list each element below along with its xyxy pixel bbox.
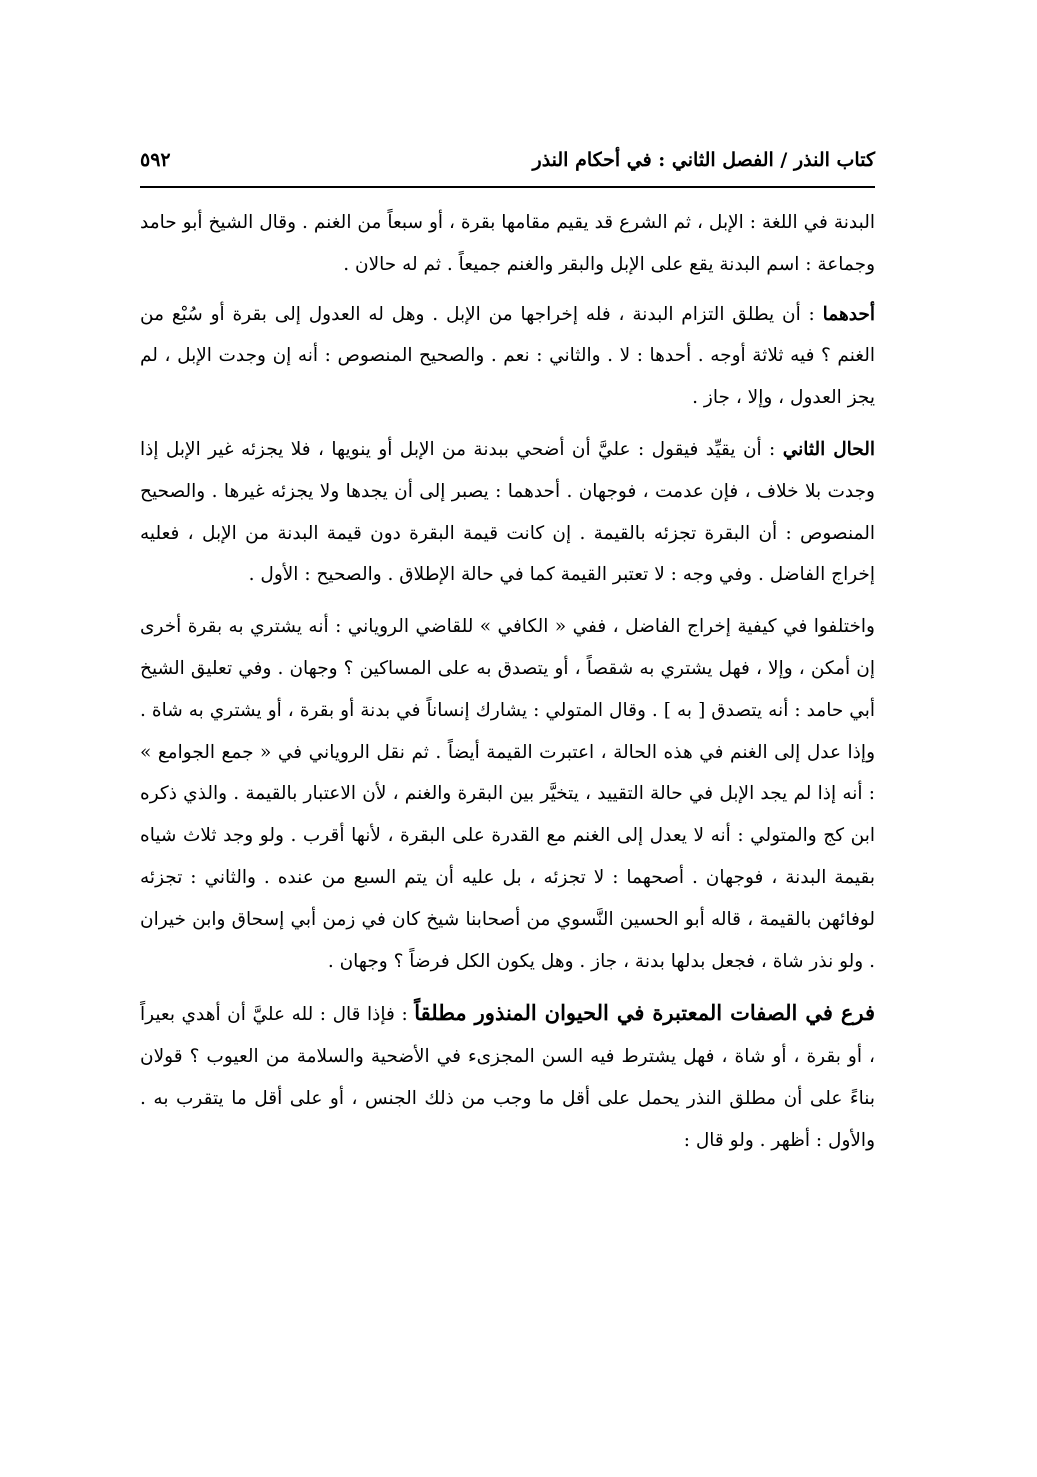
paragraph-intro [140, 202, 875, 286]
paragraph-text: : أن يطلق التزام البدنة ، فله إخراجها من الإبل . وهل له العدول إلى بقرة أو سُبْع من الغنم ؟ فيه ثلاثة أوجه . أحدها : لا . والثاني : نعم . والصحيح المنصوص : أنه إن وجدت الإبل ، لم يجز العدول ، وإلا ، جاز . [140, 303, 875, 409]
page-body [140, 202, 875, 1172]
paragraph-text: البدنة في اللغة : الإبل ، ثم الشرع قد يقيم مقامها بقرة ، أو سبعاً من الغنم . وقال الشيخ أبو حامد وجماعة : اسم البدنة يقع على الإبل والبقر والغنم جميعاً . ثم له حالان . [140, 212, 875, 275]
paragraph-second-case [140, 429, 875, 596]
running-title: كتاب النذر / الفصل الثاني : في أحكام النذر [532, 149, 875, 171]
paragraph-first-case [140, 294, 875, 419]
paragraph-surplus [140, 606, 875, 982]
page-number: ٥٩٢ [140, 149, 171, 171]
paragraph-text: : أن يقيِّد فيقول : عليَّ أن أضحي ببدنة من الإبل أو ينويها ، فلا يجزئه غير الإبل إذا وجدت بلا خلاف ، فإن عدمت ، فوجهان . أحدهما : يصبر إلى أن يجدها ولا يجزئه غيرها . والصحيح المنصوص : أن البقرة تجزئه بالقيمة . إن كانت قيمة البقرة دون قيمة البدنة من الإبل ، فعليه إخراج الفاضل . وفي وجه : لا تعتبر القيمة كما في حالة الإطلاق . والصحيح : الأول . [140, 438, 875, 586]
paragraph-text: : فإذا قال : لله عليَّ أن أهدي بعيراً ، أو بقرة ، أو شاة ، فهل يشترط فيه السن المجزىء في الأضحية والسلامة من العيوب ؟ قولان بناءً على أن مطلق النذر يحمل على أقل ما وجب من ذلك الجنس ، أو على أقل ما يتقرب به . والأول : أظهر . ولو قال : [140, 1004, 875, 1151]
paragraph-lead: الحال الثاني [782, 438, 875, 460]
paragraph-lead: أحدهما [822, 303, 875, 325]
page-header [140, 143, 875, 177]
section-heading: فرع في الصفات المعتبرة في الحيوان المنذور مطلقاً [414, 1000, 875, 1026]
header-divider [140, 186, 875, 188]
paragraph-text: واختلفوا في كيفية إخراج الفاضل ، ففي « الكافي » للقاضي الروياني : أنه يشتري به بقرة أخرى إن أمكن ، وإلا ، فهل يشتري به شقصاً ، أو يتصدق به على المساكين ؟ وجهان . وفي تعليق الشيخ أبي حامد : أنه يتصدق [ به ] . وقال المتولي : يشارك إنساناً في بدنة أو بقرة ، أو يشتري به شاة . وإذا عدل إلى الغنم في هذه الحالة ، اعتبرت القيمة أيضاً . ثم نقل الروياني في « جمع الجوامع » : أنه إذا لم يجد الإبل في حالة التقييد ، يتخيَّر بين البقرة والغنم ، لأن الاعتبار بالقيمة . والذي ذكره ابن كج والمتولي : أنه لا يعدل إلى الغنم مع القدرة على البقرة ، لأنها أقرب . ولو وجد ثلاث شياه بقيمة البدنة ، فوجهان . أصحهما : لا تجزئه ، بل عليه أن يتم السبع من عنده . والثاني : تجزئه لوفائهن بالقيمة ، قاله أبو الحسين النَّسوي من أصحابنا شيخ كان في زمن أبي إسحاق وابن خيران . ولو نذر شاة ، فجعل بدلها بدنة ، جاز . وهل يكون الكل فرضاً ؟ وجهان . [140, 616, 875, 972]
paragraph-branch [140, 992, 875, 1161]
